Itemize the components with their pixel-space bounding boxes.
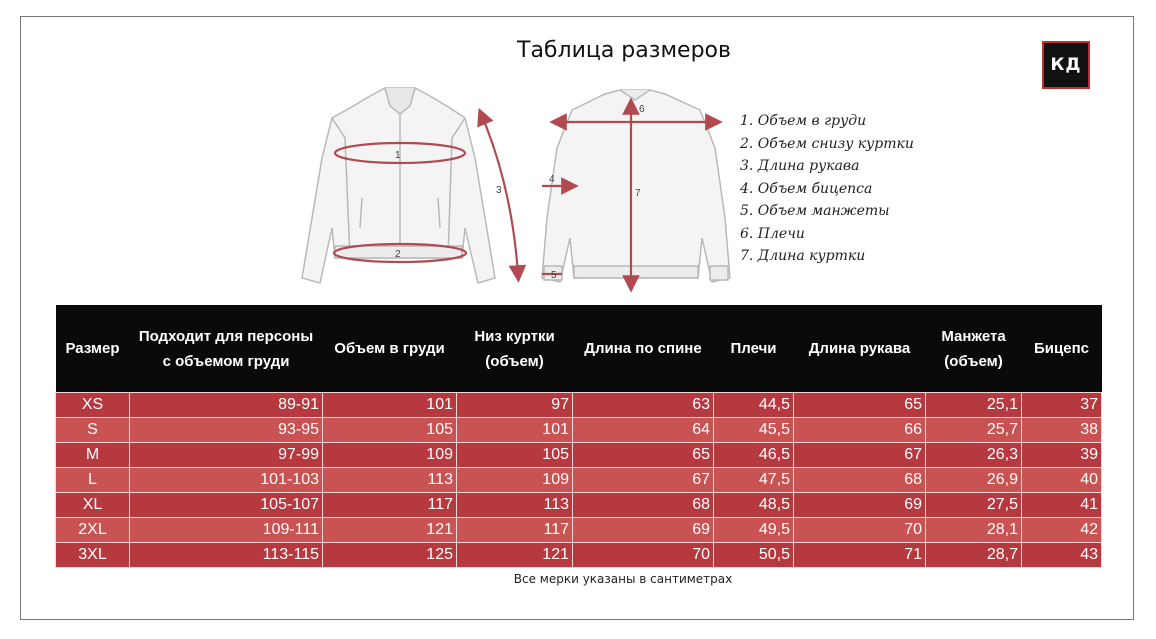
table-cell: 68 bbox=[794, 468, 926, 493]
table-cell: 65 bbox=[794, 393, 926, 418]
table-cell: 64 bbox=[573, 418, 714, 443]
column-header: Низ куртки (объем) bbox=[457, 305, 573, 393]
table-cell: 42 bbox=[1022, 518, 1102, 543]
table-cell: 50,5 bbox=[714, 543, 794, 568]
legend-item: 4. Объем бицепса bbox=[740, 180, 873, 197]
table-cell: 101 bbox=[323, 393, 457, 418]
table-cell: 47,5 bbox=[714, 468, 794, 493]
table-row bbox=[56, 493, 1102, 518]
table-cell: 39 bbox=[1022, 443, 1102, 468]
table-cell: 69 bbox=[794, 493, 926, 518]
size-cell: L bbox=[56, 468, 130, 493]
legend-item: 6. Плечи bbox=[740, 225, 805, 242]
units-note: Все мерки указаны в сантиметрах bbox=[513, 572, 733, 586]
table-header bbox=[56, 305, 1102, 393]
table-cell: 89-91 bbox=[130, 393, 323, 418]
table-cell: 28,1 bbox=[926, 518, 1022, 543]
page-title: Таблица размеров bbox=[517, 38, 731, 63]
table-cell: 68 bbox=[573, 493, 714, 518]
table-cell: 41 bbox=[1022, 493, 1102, 518]
size-cell: XL bbox=[56, 493, 130, 518]
table-row bbox=[56, 418, 1102, 443]
table-row bbox=[56, 543, 1102, 568]
table-row bbox=[56, 443, 1102, 468]
table-cell: 45,5 bbox=[714, 418, 794, 443]
jacket-back bbox=[542, 90, 730, 282]
table-cell: 65 bbox=[573, 443, 714, 468]
size-cell: XS bbox=[56, 393, 130, 418]
column-header: Длина рукава bbox=[794, 305, 926, 393]
legend-item: 3. Длина рукава bbox=[740, 158, 860, 174]
table-cell: 105 bbox=[457, 443, 573, 468]
legend-item: 5. Объем манжеты bbox=[740, 203, 890, 219]
table-cell: 113 bbox=[457, 493, 573, 518]
table-cell: 117 bbox=[457, 518, 573, 543]
table-cell: 38 bbox=[1022, 418, 1102, 443]
column-header: Длина по спине bbox=[573, 305, 714, 393]
table-cell: 43 bbox=[1022, 543, 1102, 568]
measurement-legend bbox=[740, 110, 914, 268]
table-cell: 70 bbox=[573, 543, 714, 568]
size-cell: M bbox=[56, 443, 130, 468]
label-2: 2 bbox=[395, 249, 401, 260]
label-1: 1 bbox=[395, 150, 401, 161]
table-cell: 28,7 bbox=[926, 543, 1022, 568]
table-cell: 121 bbox=[323, 518, 457, 543]
table-cell: 25,7 bbox=[926, 418, 1022, 443]
table-cell: 97 bbox=[457, 393, 573, 418]
table-cell: 93-95 bbox=[130, 418, 323, 443]
table-cell: 117 bbox=[323, 493, 457, 518]
table-cell: 109 bbox=[323, 443, 457, 468]
table-cell: 70 bbox=[794, 518, 926, 543]
table-cell: 105-107 bbox=[130, 493, 323, 518]
table-cell: 105 bbox=[323, 418, 457, 443]
logo-text: КД bbox=[1050, 55, 1082, 75]
table-cell: 67 bbox=[794, 443, 926, 468]
column-header: Подходит для персоны с объемом груди bbox=[130, 305, 323, 393]
label-7: 7 bbox=[635, 188, 641, 199]
table-cell: 44,5 bbox=[714, 393, 794, 418]
label-4: 4 bbox=[549, 174, 555, 185]
label-6: 6 bbox=[639, 104, 645, 115]
table-cell: 113-115 bbox=[130, 543, 323, 568]
size-cell: S bbox=[56, 418, 130, 443]
legend-item: 1. Объем в груди bbox=[740, 113, 867, 129]
size-table bbox=[55, 305, 1102, 568]
legend-item: 7. Длина куртки bbox=[740, 248, 866, 264]
table-body bbox=[56, 393, 1102, 568]
table-cell: 109-111 bbox=[130, 518, 323, 543]
size-cell: 3XL bbox=[56, 543, 130, 568]
table-cell: 63 bbox=[573, 393, 714, 418]
legend-item: 2. Объем снизу куртки bbox=[740, 135, 914, 152]
table-cell: 37 bbox=[1022, 393, 1102, 418]
table-cell: 26,3 bbox=[926, 443, 1022, 468]
label-3: 3 bbox=[496, 185, 502, 196]
table-cell: 121 bbox=[457, 543, 573, 568]
table-cell: 48,5 bbox=[714, 493, 794, 518]
table-cell: 71 bbox=[794, 543, 926, 568]
table-cell: 101 bbox=[457, 418, 573, 443]
table-cell: 69 bbox=[573, 518, 714, 543]
table-cell: 101-103 bbox=[130, 468, 323, 493]
table-cell: 113 bbox=[323, 468, 457, 493]
column-header: Размер bbox=[56, 305, 130, 393]
column-header: Объем в груди bbox=[323, 305, 457, 393]
size-cell: 2XL bbox=[56, 518, 130, 543]
table-row bbox=[56, 393, 1102, 418]
table-row bbox=[56, 468, 1102, 493]
table-cell: 97-99 bbox=[130, 443, 323, 468]
table-cell: 49,5 bbox=[714, 518, 794, 543]
table-cell: 27,5 bbox=[926, 493, 1022, 518]
table-cell: 66 bbox=[794, 418, 926, 443]
table-cell: 46,5 bbox=[714, 443, 794, 468]
table-cell: 40 bbox=[1022, 468, 1102, 493]
table-cell: 25,1 bbox=[926, 393, 1022, 418]
column-header: Плечи bbox=[714, 305, 794, 393]
column-header: Манжета (объем) bbox=[926, 305, 1022, 393]
label-5: 5 bbox=[551, 270, 557, 281]
column-header: Бицепс bbox=[1022, 305, 1102, 393]
brand-logo bbox=[1042, 41, 1090, 89]
table-cell: 26,9 bbox=[926, 468, 1022, 493]
table-cell: 109 bbox=[457, 468, 573, 493]
table-cell: 125 bbox=[323, 543, 457, 568]
table-row bbox=[56, 518, 1102, 543]
table-cell: 67 bbox=[573, 468, 714, 493]
